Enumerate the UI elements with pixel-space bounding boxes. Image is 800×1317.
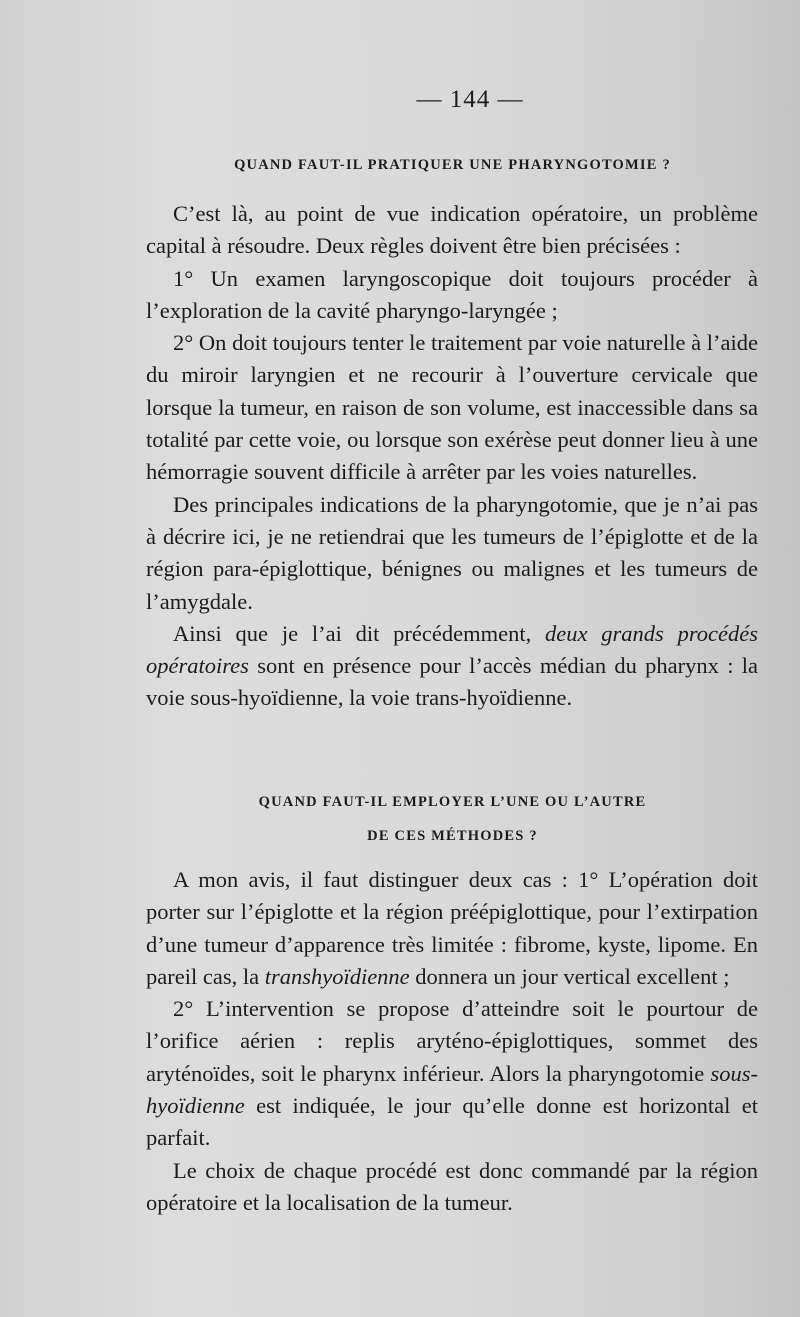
paragraph-text: 2° L’intervention se propose d’atteindre soit le pourtour de l’orifice aérien : replis aryténo-épiglottiques, sommet des aryténoïdes, soit le pharynx inférieur. Alors la pharyngotomie [146, 996, 758, 1086]
paragraph: C’est là, au point de vue indication opératoire, un problème capital à résoudre. Deux règles doivent être bien précisées : [146, 201, 758, 259]
italic-phrase: deux grands procédés opératoires [146, 620, 758, 679]
paragraph [146, 618, 758, 715]
paragraph: Des principales indications de la pharyngotomie, que je n’ai pas à décrire ici, je ne retiendrai que les tumeurs de l’épiglotte et de la région para-épiglottique, bénignes ou malignes et les tumeurs de l’amygdale. [146, 491, 758, 614]
paragraph-text: donnera un jour vertical excellent ; [409, 963, 730, 989]
paragraph [146, 864, 758, 993]
section-body-1 [146, 198, 758, 715]
paragraph-text: est indiquée, le jour qu’elle donne est horizontal et parfait. [146, 1093, 758, 1151]
paragraph-text: Ainsi que je l’ai dit précédemment, [173, 620, 546, 646]
italic-phrase: sous-hyoïdienne [146, 1060, 758, 1119]
heading-line: DE CES MÉTHODES ? [367, 828, 538, 844]
italic-phrase: transhyoïdienne [264, 963, 410, 989]
paragraph-text: A mon avis, il faut distinguer deux cas : 1° L’opération doit porter sur l’épiglotte et la région préépiglottique, pour l’extirpation d’une tumeur d’apparence très limitée : fibrome, kyste, lipome. En pareil cas, la [146, 867, 758, 989]
paragraph-text: sont en présence pour l’accès médian du pharynx : la voie sous-hyoïdienne, la voie trans-hyoïdienne. [146, 653, 758, 711]
section-heading-when-pharyngotomy: QUAND FAUT-IL PRATIQUER UNE PHARYNGOTOMIE ? [234, 157, 671, 173]
paragraph [146, 993, 758, 1154]
section-heading-which-method [145, 785, 760, 853]
paragraph: 2° On doit toujours tenter le traitement par voie naturelle à l’aide du miroir laryngien et ne recourir à l’ouverture cervicale que lorsque la tumeur, en raison de son volume, est inaccessible dans sa totalité par cette voie, ou lorsque son exérèse peut donner lieu à une hémorragie souvent difficile à arrêter par les voies naturelles. [146, 330, 758, 485]
paragraph: Le choix de chaque procédé est donc commandé par la région opératoire et la localisation de la tumeur. [146, 1157, 758, 1215]
heading-line: QUAND FAUT-IL EMPLOYER L’UNE OU L’AUTRE [258, 794, 647, 810]
section-body-2 [146, 864, 758, 1219]
paragraph: 1° Un examen laryngoscopique doit toujours procéder à l’exploration de la cavité pharyngo-laryngée ; [146, 265, 758, 323]
page-number: — 144 — [416, 86, 524, 113]
